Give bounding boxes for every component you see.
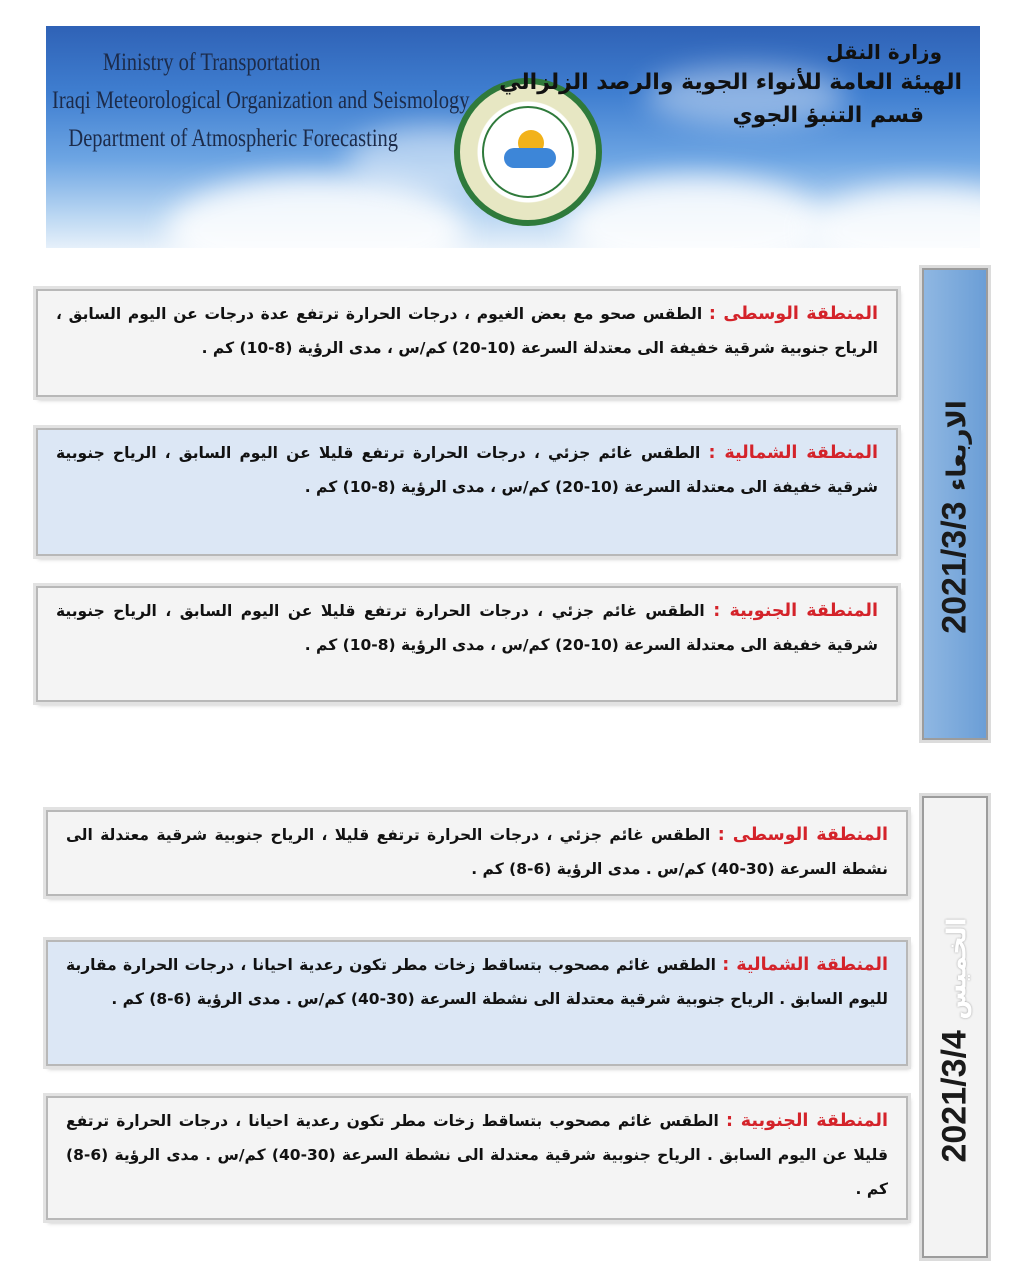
organization-name-en: Iraqi Meteorological Organization and Seismology	[52, 87, 470, 114]
region-label: المنطقة الشمالية :	[722, 955, 888, 975]
forecast-text: الطقس صحو مع بعض الغيوم ، درجات الحرارة ترتفع عدة درجات عن اليوم السابق ، الرياح جنوبية شرقية خفيفة الى معتدلة السرعة (10-20) كم/س ، مدى الرؤية (8-10) كم .	[56, 305, 878, 357]
forecast-text: الطقس غائم مصحوب بتساقط زخات مطر تكون رعدية احيانا ، درجات الحرارة مقاربة لليوم السابق . الرياح جنوبية شرقية معتدلة الى نشطة السرعة (30-40) كم/س . مدى الرؤية (6-8) كم .	[66, 956, 888, 1008]
region-label: المنطقة الوسطى :	[708, 304, 878, 324]
region-label: المنطقة الجنوبية :	[713, 601, 878, 621]
day2-date-bar	[922, 796, 988, 1258]
forecast-day1-north	[36, 428, 898, 556]
ministry-name-en: Ministry of Transportation	[102, 49, 321, 76]
forecast-day2-north	[46, 940, 908, 1066]
day2-name: الخميس	[942, 917, 973, 1020]
header-english-text	[52, 44, 469, 158]
forecast-text: الطقس غائم جزئي ، درجات الحرارة ترتفع قليلا ، الرياح جنوبية شرقية معتدلة الى نشطة السرعة (30-40) كم/س . مدى الرؤية (6-8) كم .	[66, 826, 888, 878]
header-banner	[46, 26, 980, 248]
forecast-text: الطقس غائم جزئي ، درجات الحرارة ترتفع قليلا عن اليوم السابق ، الرياح جنوبية شرقية خفيفة الى معتدلة السرعة (10-20) كم/س ، مدى الرؤية (8-10) كم .	[56, 444, 878, 496]
ministry-name-ar: وزارة النقل	[826, 40, 942, 64]
region-label: المنطقة الوسطى :	[717, 825, 888, 845]
header-arabic-text	[499, 40, 962, 128]
organization-name-ar: الهيئة العامة للأنواء الجوية والرصد الزلزالي	[499, 70, 962, 95]
region-label: المنطقة الجنوبية :	[725, 1111, 888, 1131]
region-label: المنطقة الشمالية :	[708, 443, 878, 463]
forecast-day1-central	[36, 289, 898, 397]
forecast-day2-central	[46, 810, 908, 896]
day2-date: 2021/3/4	[935, 1030, 974, 1163]
forecast-text: الطقس غائم مصحوب بتساقط زخات مطر تكون رعدية احيانا ، درجات الحرارة ترتفع قليلا عن اليوم السابق . الرياح جنوبية شرقية معتدلة الى نشطة السرعة (30-40) كم/س . مدى الرؤية (6-8) كم .	[66, 1112, 888, 1198]
forecast-day1-south	[36, 586, 898, 702]
forecast-day2-south	[46, 1096, 908, 1220]
department-name-en: Department of Atmospheric Forecasting	[68, 125, 399, 152]
day1-date-bar	[922, 268, 988, 740]
day1-name: الاربعاء	[942, 400, 973, 491]
day1-date: 2021/3/3	[935, 501, 974, 634]
forecast-text: الطقس غائم جزئي ، درجات الحرارة ترتفع قليلا عن اليوم السابق ، الرياح جنوبية شرقية خفيفة الى معتدلة السرعة (10-20) كم/س ، مدى الرؤية (8-10) كم .	[56, 602, 878, 654]
cloud-icon	[504, 148, 556, 168]
department-name-ar: قسم التنبؤ الجوي	[732, 103, 924, 128]
